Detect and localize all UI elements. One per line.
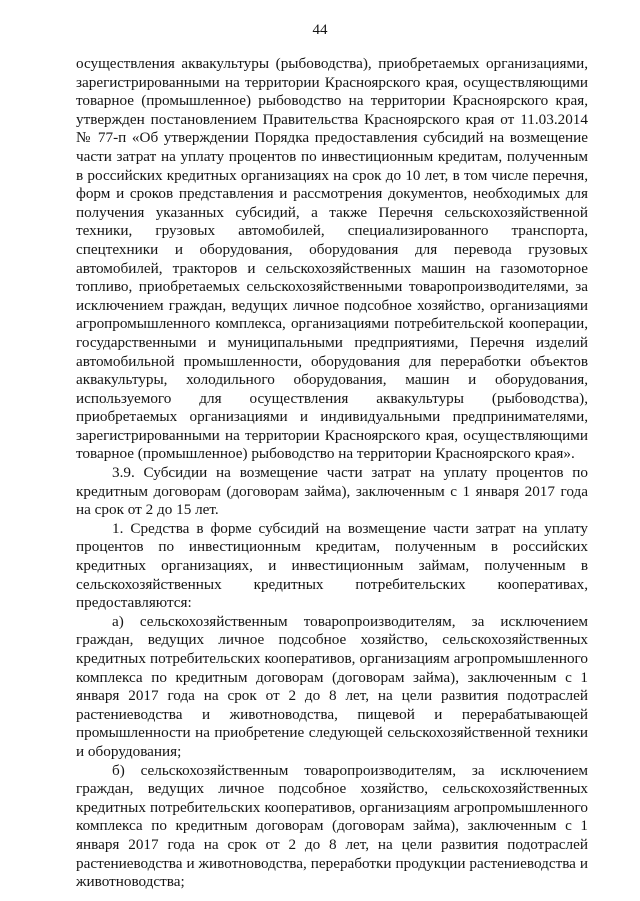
paragraph-continuation: осуществления аквакультуры (рыбоводства), приобретаемых организациями, зарегистрированными на территории Красноярского края, осуществляющими товарное (промышленное) рыбоводство на территории Красноярского края, утвержден постановлением Правительства Красноярского края от 11.03.2014 № 77-п «Об утверждении Порядка предоставления субсидий на возмещение части затрат на уплату процентов по инвестиционным кредитам, полученным в российских кредитных организациях на срок до 10 лет, в том числе перечня, форм и сроков представления и рассмотрения документов, необходимых для получения указанных субсидий, а также Перечня сельскохозяйственной техники, грузовых автомобилей, специализированного транспорта, спецтехники и оборудования, оборудования для перевода грузовых автомобилей, тракторов и сельскохозяйственных машин на газомоторное топливо, приобретаемых сельскохозяйственными товаропроизводителями, за исключением граждан, ведущих личное подсобное хозяйство, организациями агропромышленного комплекса, организациями потребительской кооперации, государственными и муниципальными предприятиями, Перечня изделий автомобильной промышленности, оборудования для переработки объектов аквакультуры, холодильного оборудования, машин и оборудования, используемого для осуществления аквакультуры (рыбоводства), приобретаемых организациями и индивидуальными предпринимателями, зарегистрированными на территории Красноярского края, осуществляющими товарное (промышленное) рыбоводство на территории Красноярского края».	[76, 55, 588, 463]
document-body	[76, 55, 588, 892]
paragraph-item-1: 1. Средства в форме субсидий на возмещение части затрат на уплату процентов по инвестиционным кредитам, полученным в российских кредитных организациях, и инвестиционным займам, полученным в сельскохозяйственных кредитных потребительских кооперативах, предоставляются:	[76, 519, 588, 612]
page-number: 44	[312, 22, 328, 38]
paragraph-subitem-a: а) сельскохозяйственным товаропроизводителям, за исключением граждан, ведущих личное подсобное хозяйство, сельскохозяйственных кредитных потребительских кооперативов, организациям агропромышленного комплекса по кредитным договорам (договорам займа), заключенным с 1 января 2017 года на срок от 2 до 8 лет, на цели развития подотраслей растениеводства и животноводства, пищевой и перерабатывающей промышленности на приобретение следующей сельскохозяйственной техники и оборудования;	[76, 612, 588, 760]
paragraph-subitem-b: б) сельскохозяйственным товаропроизводителям, за исключением граждан, ведущих личное подсобное хозяйство, сельскохозяйственных кредитных потребительских кооперативов, организациям агропромышленного комплекса по кредитным договорам (договорам займа), заключенным с 1 января 2017 года на срок от 2 до 8 лет, на цели развития подотраслей растениеводства и животноводства, переработки продукции растениеводства и животноводства;	[76, 761, 588, 891]
paragraph-section-3-9: 3.9. Субсидии на возмещение части затрат на уплату процентов по кредитным договорам (договорам займа), заключенным с 1 января 2017 года на срок от 2 до 15 лет.	[76, 464, 588, 519]
